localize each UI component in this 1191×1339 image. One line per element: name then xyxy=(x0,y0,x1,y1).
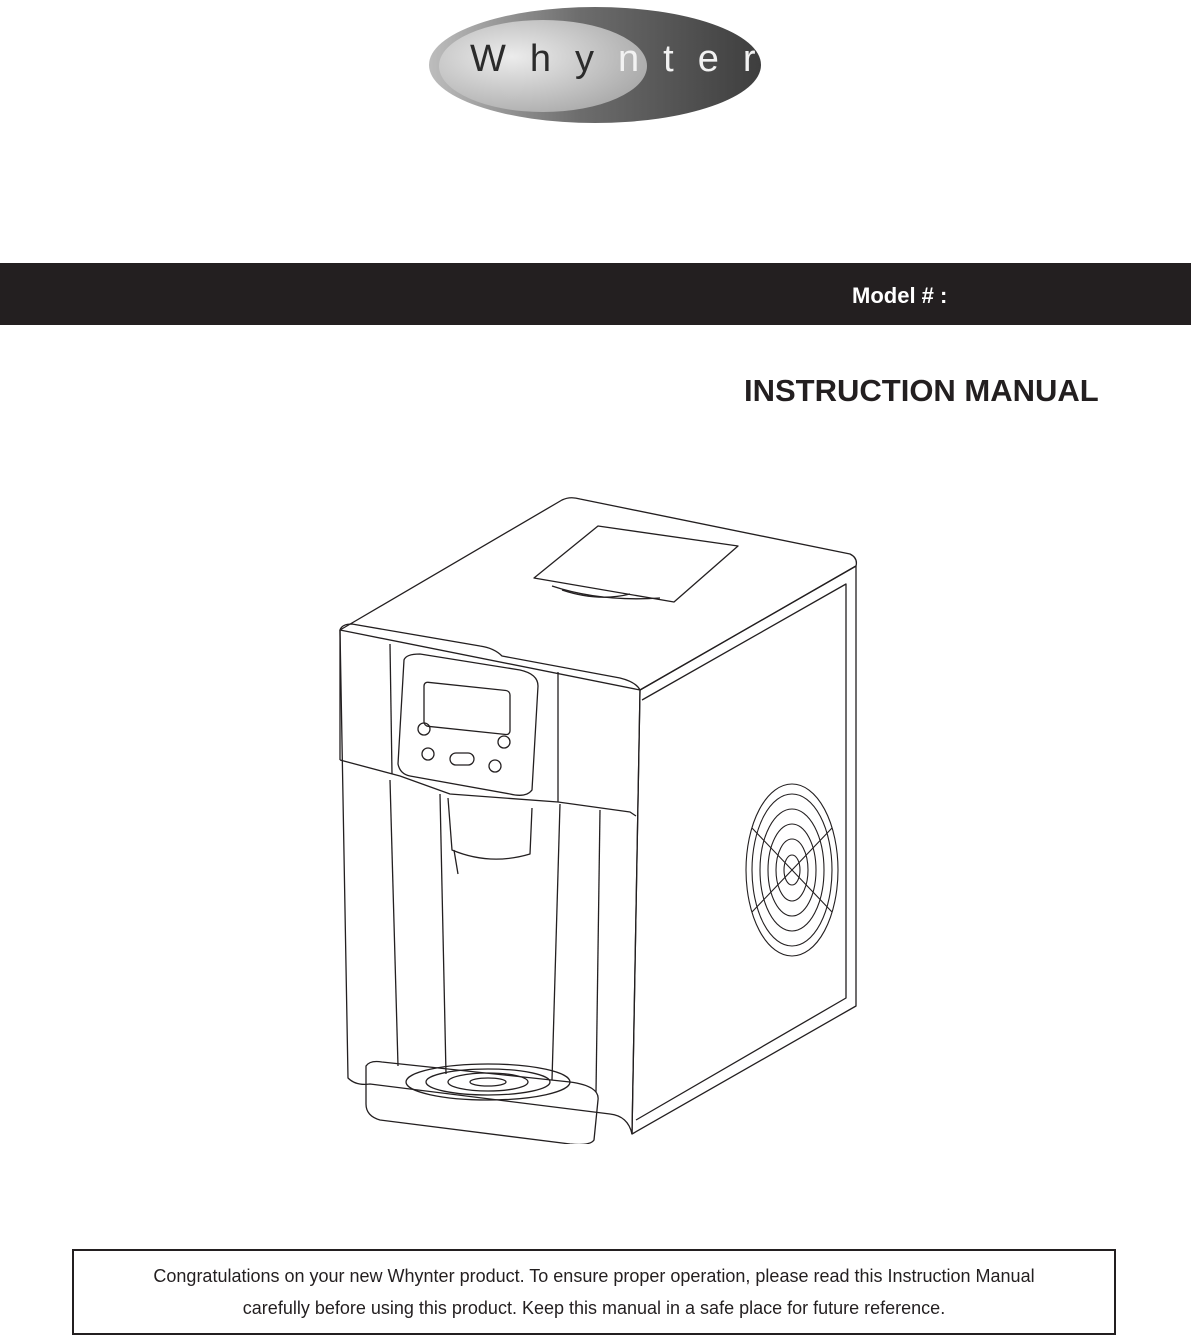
control-panel xyxy=(398,654,538,795)
brand-logo-text: Whynter xyxy=(470,38,780,80)
notice-box xyxy=(72,1249,1116,1335)
model-number-label: Model # : xyxy=(852,283,948,308)
drip-tray xyxy=(366,1062,598,1145)
ice-maker-illustration xyxy=(330,494,870,1144)
notice-line-2: carefully before using this product. Keep this manual in a safe place for future reference. xyxy=(242,1298,946,1318)
model-bar xyxy=(0,263,1191,325)
fan-grille xyxy=(746,784,838,956)
notice-line-1: Congratulations on your new Whynter product. To ensure proper operation, please read this Instruction Manual xyxy=(153,1266,1035,1286)
manual-title: INSTRUCTION MANUAL xyxy=(744,373,1099,408)
